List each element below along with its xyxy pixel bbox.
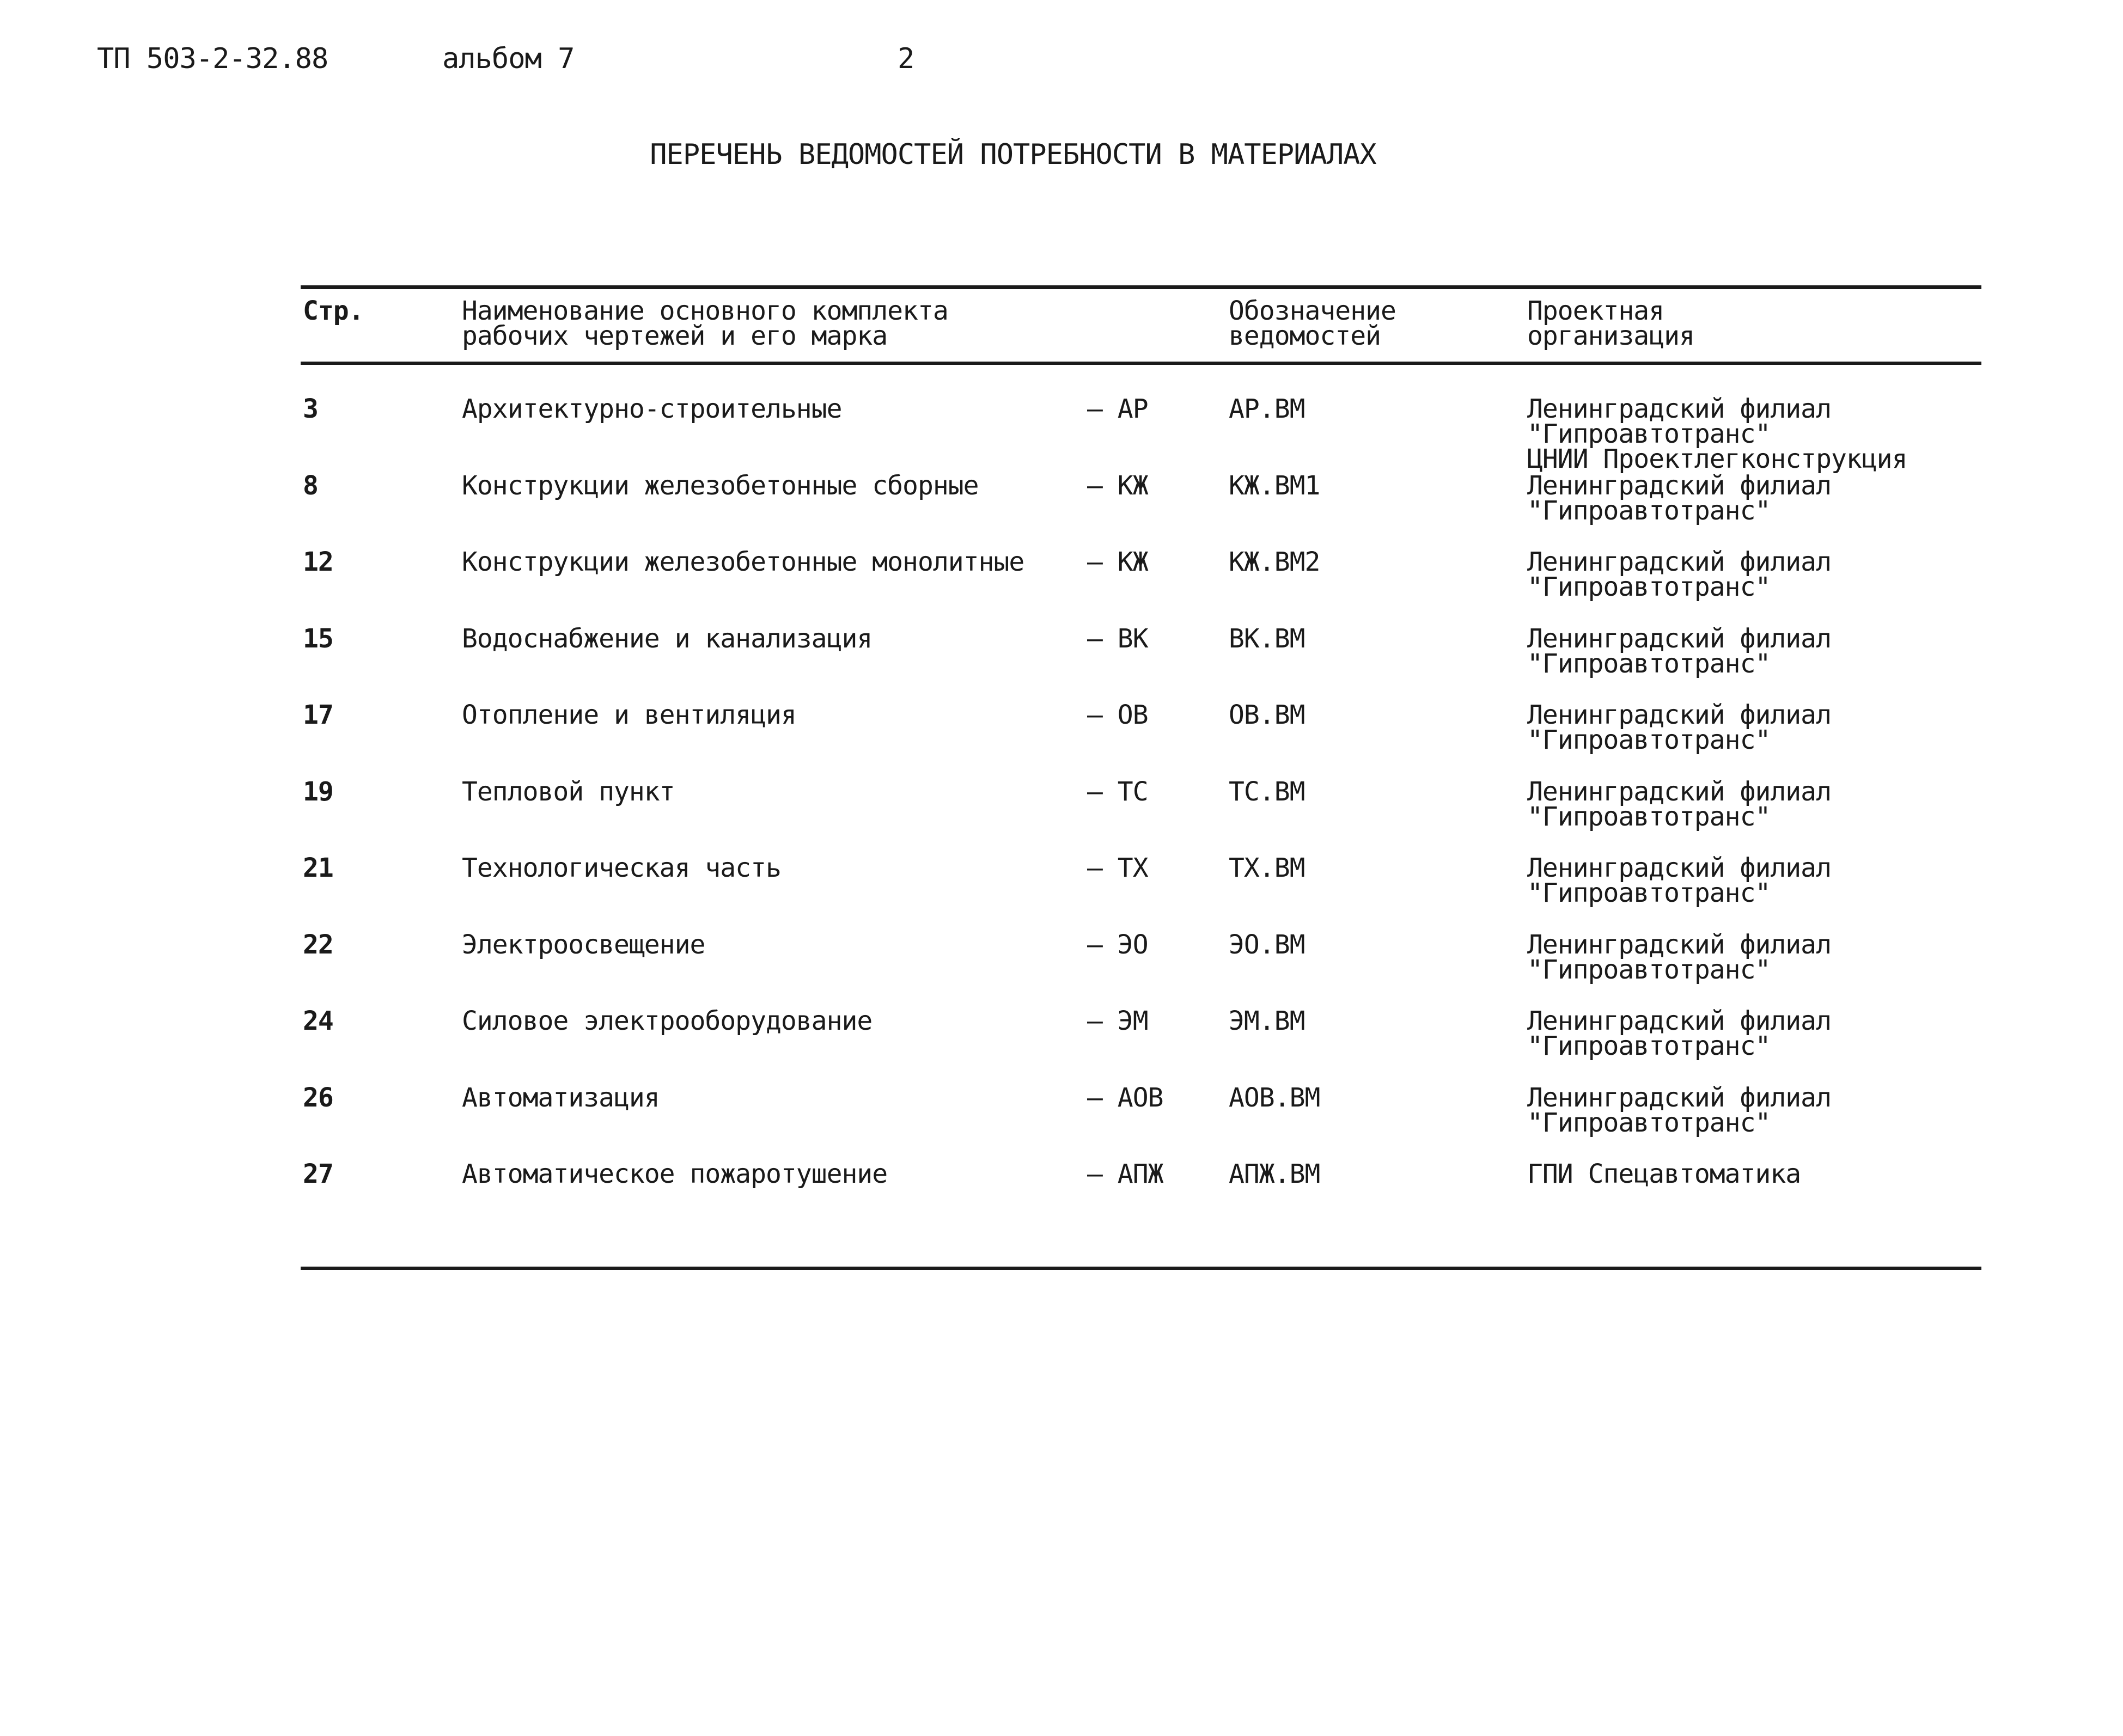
row-set-mark: – АПЖ [1087,1159,1163,1189]
document-code: ТП 503-2-32.88 [97,42,328,75]
row-set-name: Тепловой пункт [462,776,675,807]
organization-line: ЦНИИ Проектлегконструкция [1527,444,1907,474]
row-statement-code: ЭО.ВМ [1229,929,1305,960]
organization-line: "Гипроавтотранс" [1527,572,1771,602]
row-set-name: Конструкции железобетонные монолитные [462,547,1024,577]
row-page-number: 17 [303,700,333,730]
row-design-organization [1527,702,1831,753]
table-row [0,623,2123,702]
organization-line: ГПИ Спецавтоматика [1527,1159,1801,1189]
row-design-organization [1527,929,1831,985]
row-set-mark: – ЭМ [1087,1006,1148,1036]
row-statement-code: ОВ.ВМ [1229,700,1305,730]
organization-line: "Гипроавтотранс" [1527,954,1771,985]
row-design-organization [1527,1082,1831,1138]
organization-line: "Гипроавтотранс" [1527,419,1771,449]
row-page-number: 27 [303,1159,333,1189]
row-statement-code: КЖ.ВМ2 [1229,547,1320,577]
row-page-number: 24 [303,1006,333,1036]
row-set-mark: – КЖ [1087,470,1148,501]
row-set-mark: – КЖ [1087,547,1148,577]
column-header-name-line1: Наименование основного комплекта [462,296,948,326]
organization-line: Ленинградский филиал [1527,394,1831,424]
table-row [0,929,2123,1008]
row-set-name: Технологическая часть [462,853,781,883]
organization-line: Ленинградский филиал [1527,853,1831,883]
row-set-mark: – ЭО [1087,929,1148,960]
organization-line: "Гипроавтотранс" [1527,495,1771,526]
row-page-number: 3 [303,394,318,424]
row-statement-code: ТС.ВМ [1229,776,1305,807]
row-design-organization [1527,549,1831,600]
table-row [0,1082,2123,1162]
table-row [0,1008,2123,1085]
row-set-name: Силовое электрооборудование [462,1006,873,1036]
row-statement-code: ВК.ВМ [1229,623,1305,654]
row-set-name: Архитектурно-строительные [462,394,842,424]
row-statement-code: ЭМ.ВМ [1229,1006,1305,1036]
table-row [0,776,2123,855]
organization-line: "Гипроавтотранс" [1527,1107,1771,1138]
row-set-name: Водоснабжение и канализация [462,623,873,654]
organization-line: "Гипроавтотранс" [1527,648,1771,679]
row-set-name: Автоматизация [462,1082,660,1113]
table-row [0,1159,2123,1238]
column-header-page: Стр. [303,296,364,326]
row-statement-code: АПЖ.ВМ [1229,1159,1320,1189]
table-bottom-rule [301,1267,1981,1270]
organization-line: "Гипроавтотранс" [1527,801,1771,832]
row-set-mark: – ОВ [1087,700,1148,730]
row-set-name: Конструкции железобетонные сборные [462,470,979,501]
column-header-name-line2: рабочих чертежей и его марка [462,321,888,351]
organization-line: Ленинградский филиал [1527,776,1831,807]
row-set-mark: – ВК [1087,623,1148,654]
organization-line: Ленинградский филиал [1527,623,1831,654]
row-page-number: 8 [303,470,318,501]
organization-line: Ленинградский филиал [1527,547,1831,577]
row-set-name: Автоматическое пожаротушение [462,1159,888,1189]
row-page-number: 15 [303,623,333,654]
table-row [0,855,2123,932]
column-header-code-line1: Обозначение [1229,296,1396,326]
row-set-name: Отопление и вентиляция [462,700,796,730]
row-set-mark: – ТС [1087,776,1148,807]
row-statement-code: АР.ВМ [1229,394,1305,424]
row-design-organization [1527,855,1831,906]
row-set-mark: – АР [1087,394,1148,424]
column-header-org-line2: организация [1527,321,1694,351]
organization-line: Ленинградский филиал [1527,1006,1831,1036]
row-design-organization [1527,776,1831,832]
table-row [0,702,2123,779]
row-design-organization [1527,396,1907,472]
row-set-mark: – АОВ [1087,1082,1163,1113]
row-statement-code: АОВ.ВМ [1229,1082,1320,1113]
organization-line: "Гипроавтотранс" [1527,878,1771,908]
row-set-mark: – ТХ [1087,853,1148,883]
row-statement-code: ТХ.ВМ [1229,853,1305,883]
row-page-number: 26 [303,1082,333,1113]
row-set-name: Электроосвещение [462,929,705,960]
row-statement-code: КЖ.ВМ1 [1229,470,1320,501]
organization-line: "Гипроавтотранс" [1527,725,1771,755]
organization-line: Ленинградский филиал [1527,1082,1831,1113]
table-row [0,549,2123,626]
row-design-organization [1527,1159,1801,1189]
row-design-organization [1527,623,1831,679]
organization-line: Ленинградский филиал [1527,470,1831,501]
column-header-org-line1: Проектная [1527,296,1664,326]
column-header-code-line2: ведомостей [1229,321,1381,351]
row-page-number: 19 [303,776,333,807]
table-row [0,470,2123,549]
organization-line: Ленинградский филиал [1527,700,1831,730]
row-design-organization [1527,470,1831,526]
organization-line: Ленинградский филиал [1527,929,1831,960]
row-page-number: 21 [303,853,333,883]
album-label: альбом 7 [442,42,575,75]
document-title: ПЕРЕЧЕНЬ ВЕДОМОСТЕЙ ПОТРЕБНОСТИ В МАТЕРИАЛАХ [650,138,1376,171]
row-page-number: 22 [303,929,333,960]
table-row [0,396,2123,473]
row-page-number: 12 [303,547,333,577]
organization-line: "Гипроавтотранс" [1527,1031,1771,1061]
row-design-organization [1527,1008,1831,1059]
page-number: 2 [898,42,914,75]
